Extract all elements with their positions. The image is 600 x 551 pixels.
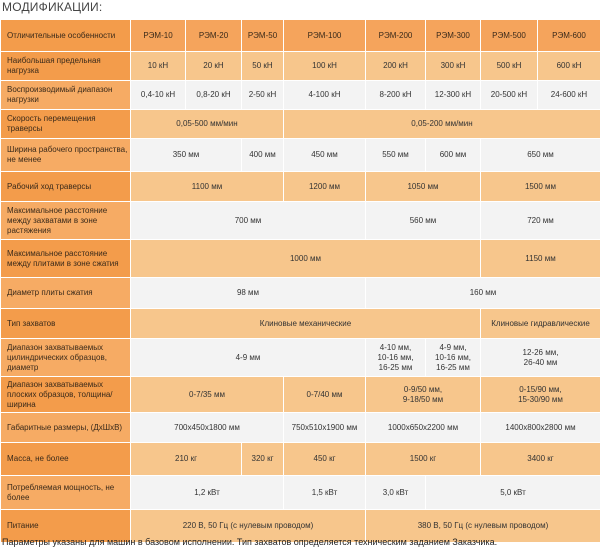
table-cell: 0,05-500 мм/мин <box>131 110 284 139</box>
row-label: Диаметр плиты сжатия <box>1 278 131 309</box>
cell-line: 0-9/50 мм, <box>403 384 443 394</box>
table-cell: 350 мм <box>131 139 242 172</box>
table-row-compression-distance <box>1 240 600 278</box>
specifications-table <box>0 19 600 543</box>
table-row-load-range <box>1 81 600 110</box>
model-header: РЭМ-20 <box>186 20 242 52</box>
table-cell: 50 кН <box>242 52 284 81</box>
row-label: Максимальное расстояние между плитами в зоне сжатия <box>1 240 131 278</box>
table-cell: 320 кг <box>242 443 284 476</box>
table-cell: 1500 мм <box>481 172 600 202</box>
table-row-cylindrical-range <box>1 339 600 377</box>
cell-line: 4-9 мм, <box>439 342 467 352</box>
row-label: Масса, не более <box>1 443 131 476</box>
table-cell: 12-300 кН <box>426 81 481 110</box>
table-cell: 8-200 кН <box>366 81 426 110</box>
row-label: Габаритные размеры, (ДхШхВ) <box>1 413 131 443</box>
row-label: Скорость перемещения траверсы <box>1 110 131 139</box>
table-cell: Клиновые механические <box>131 309 481 339</box>
table-cell: 20 кН <box>186 52 242 81</box>
row-label: Потребляемая мощность, не более <box>1 476 131 510</box>
table-cell: 1100 мм <box>131 172 284 202</box>
cell-line: 10-16 мм, <box>377 352 414 362</box>
table-cell: 1500 кг <box>366 443 481 476</box>
row-label: Тип захватов <box>1 309 131 339</box>
table-cell: 400 мм <box>242 139 284 172</box>
row-label: Наибольшая предельная нагрузка <box>1 52 131 81</box>
table-cell: 700x450x1800 мм <box>131 413 284 443</box>
table-cell: 450 кг <box>284 443 366 476</box>
table-cell: 100 кН <box>284 52 366 81</box>
table-cell <box>481 339 600 377</box>
table-cell: 1,5 кВт <box>284 476 366 510</box>
table-cell: 650 мм <box>481 139 600 172</box>
table-cell: 600 мм <box>426 139 481 172</box>
table-row-flat-range <box>1 377 600 413</box>
table-cell: 24-600 кН <box>538 81 600 110</box>
model-header: РЭМ-50 <box>242 20 284 52</box>
table-cell <box>426 339 481 377</box>
table-cell: 210 кг <box>131 443 242 476</box>
table-cell: 550 мм <box>366 139 426 172</box>
cell-line: 0-15/90 мм, <box>519 384 562 394</box>
table-cell: 700 мм <box>131 202 366 240</box>
table-row-width <box>1 139 600 172</box>
table-cell <box>481 377 600 413</box>
table-cell: 560 мм <box>366 202 481 240</box>
model-header: РЭМ-300 <box>426 20 481 52</box>
table-row-speed <box>1 110 600 139</box>
table-cell: 1,2 кВт <box>131 476 284 510</box>
table-cell: 300 кН <box>426 52 481 81</box>
table-cell: 720 мм <box>481 202 600 240</box>
cell-line: 15-30/90 мм <box>518 394 563 404</box>
table-cell: 3,0 кВт <box>366 476 426 510</box>
table-row-plate-diameter <box>1 278 600 309</box>
table-cell: 3400 кг <box>481 443 600 476</box>
row-label: Рабочий ход траверсы <box>1 172 131 202</box>
cell-line: 12-26 мм, <box>522 347 559 357</box>
table-cell: Клиновые гидравлические <box>481 309 600 339</box>
table-cell: 1150 мм <box>481 240 600 278</box>
table-cell: 4-9 мм <box>131 339 366 377</box>
cell-line: 4-10 мм, <box>379 342 412 352</box>
table-cell: 20-500 кН <box>481 81 538 110</box>
cell-line: 16-25 мм <box>378 362 413 372</box>
table-cell: 1400x800x2800 мм <box>481 413 600 443</box>
table-row-grip-type <box>1 309 600 339</box>
table-row-dimensions <box>1 413 600 443</box>
table-row-mass <box>1 443 600 476</box>
row-label: Питание <box>1 510 131 543</box>
cell-line: 16-25 мм <box>436 362 470 372</box>
row-label: Максимальное расстояние между захватами в зоне растяжения <box>1 202 131 240</box>
table-cell: 1200 мм <box>284 172 366 202</box>
table-row-stroke <box>1 172 600 202</box>
table-cell: 220 В, 50 Гц (с нулевым проводом) <box>131 510 366 543</box>
model-header: РЭМ-600 <box>538 20 600 52</box>
table-cell: 600 кН <box>538 52 600 81</box>
table-cell: 98 мм <box>131 278 366 309</box>
table-cell <box>366 339 426 377</box>
table-cell: 200 кН <box>366 52 426 81</box>
model-header: РЭМ-200 <box>366 20 426 52</box>
row-label: Отличительные особенности <box>1 20 131 52</box>
table-cell: 2-50 кН <box>242 81 284 110</box>
table-row-power <box>1 476 600 510</box>
row-label: Ширина рабочего пространства, не менее <box>1 139 131 172</box>
row-label: Диапазон захватываемых цилиндрических образцов, диаметр <box>1 339 131 377</box>
table-cell: 0-7/35 мм <box>131 377 284 413</box>
model-header: РЭМ-10 <box>131 20 186 52</box>
cell-line: 9-18/50 мм <box>402 394 444 404</box>
table-cell: 10 кН <box>131 52 186 81</box>
table-cell <box>366 377 481 413</box>
table-row-tension-distance <box>1 202 600 240</box>
model-header: РЭМ-100 <box>284 20 366 52</box>
row-label: Диапазон захватываемых плоских образцов, толщина/ширина <box>1 377 131 413</box>
table-cell: 0,05-200 мм/мин <box>284 110 600 139</box>
table-cell: 0,8-20 кН <box>186 81 242 110</box>
table-header-row <box>1 20 600 52</box>
table-cell: 1050 мм <box>366 172 481 202</box>
table-cell: 0,4-10 кН <box>131 81 186 110</box>
table-cell: 4-100 кН <box>284 81 366 110</box>
table-cell: 380 В, 50 Гц (с нулевым проводом) <box>366 510 600 543</box>
row-label: Воспроизводимый диапазон нагрузки <box>1 81 131 110</box>
table-cell: 1000x650x2200 мм <box>366 413 481 443</box>
model-header: РЭМ-500 <box>481 20 538 52</box>
table-cell: 500 кН <box>481 52 538 81</box>
table-cell: 160 мм <box>366 278 600 309</box>
cell-line: 10-16 мм, <box>435 352 471 362</box>
table-row-max-load <box>1 52 600 81</box>
table-cell: 750x510x1900 мм <box>284 413 366 443</box>
table-cell: 450 мм <box>284 139 366 172</box>
footnote: Параметры указаны для машин в базовом исполнении. Тип захватов определяется техническим заданием Заказчика. <box>2 537 498 547</box>
cell-line: 26-40 мм <box>523 357 558 367</box>
table-cell: 5,0 кВт <box>426 476 600 510</box>
table-cell: 1000 мм <box>131 240 481 278</box>
page-title: МОДИФИКАЦИИ: <box>2 0 103 14</box>
table-cell: 0-7/40 мм <box>284 377 366 413</box>
